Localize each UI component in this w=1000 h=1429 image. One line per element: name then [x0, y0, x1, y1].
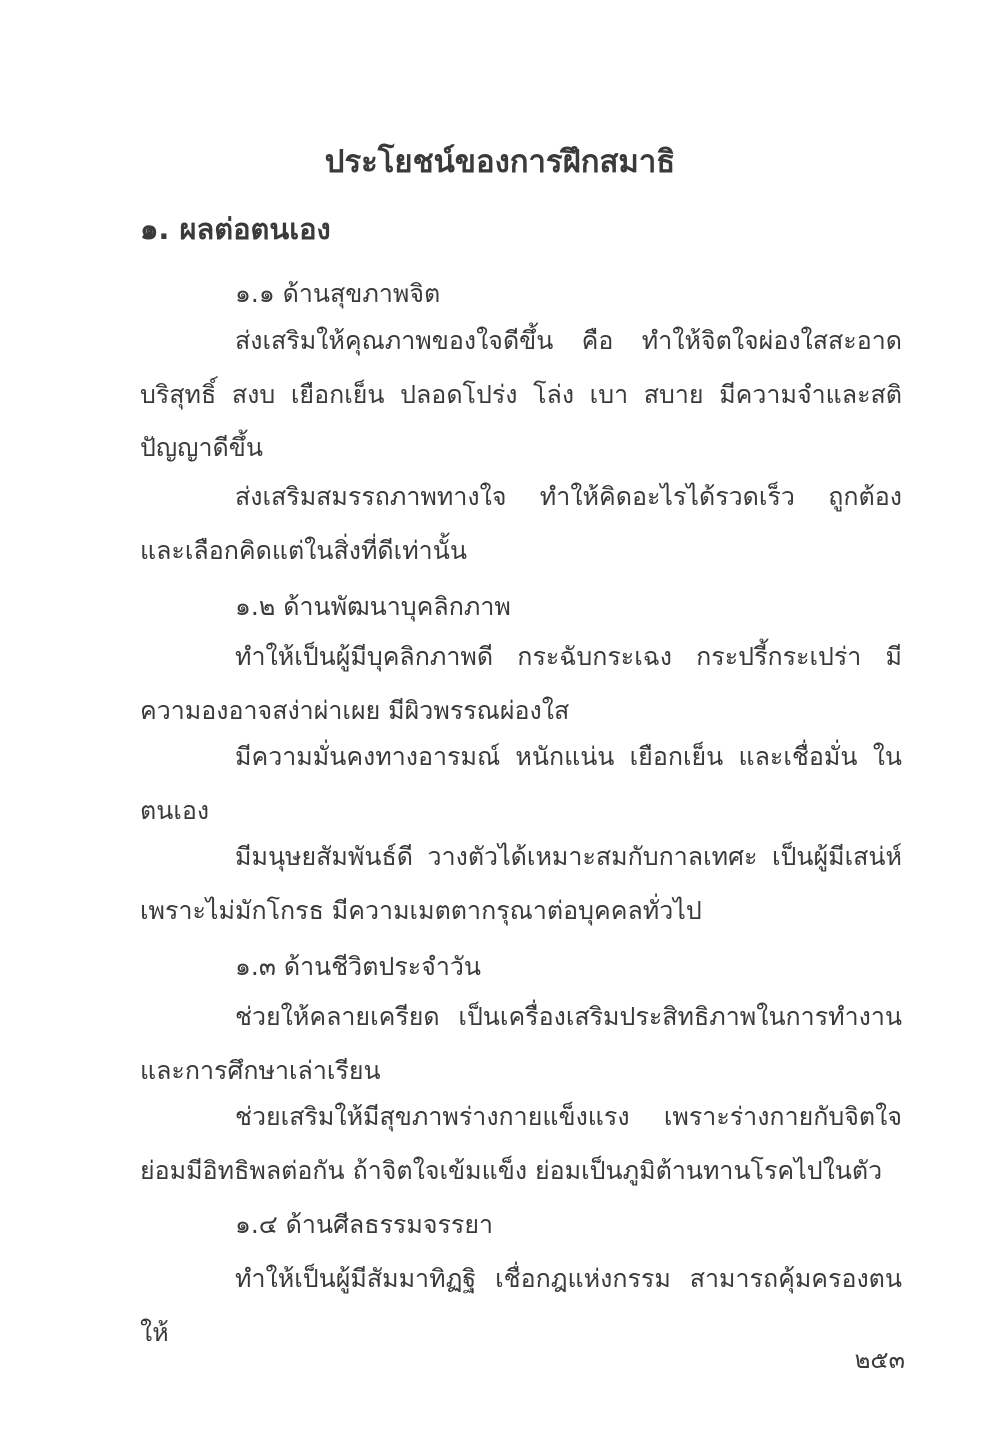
page-title: ประโยชน์ของการฝึกสมาธิ [324, 144, 676, 180]
page-number: ๒๕๓ [854, 1346, 905, 1374]
subsection-heading-mental-health: ๑.๑ ด้านสุขภาพจิต [235, 279, 441, 308]
paragraph: ส่งเสริมให้คุณภาพของใจดีขึ้น คือ ทำให้จิตใจผ่องใสสะอาด บริสุทธิ์ สงบ เยือกเย็น ปลอดโปร่ง โล่ง เบา สบาย มีความจำและสติปัญญาดีขึ้น [140, 326, 902, 462]
paragraph: ทำให้เป็นผู้มีสัมมาทิฏฐิ เชื่อกฎแห่งกรรม สามารถคุ้มครองตนให้ [140, 1264, 902, 1347]
paragraph: มีความมั่นคงทางอารมณ์ หนักแน่น เยือกเย็น และเชื่อมั่น ในตนเอง [140, 742, 902, 825]
paragraph: ทำให้เป็นผู้มีบุคลิกภาพดี กระฉับกระเฉง กระปรี้กระเปร่า มีความองอาจสง่าผ่าเผย มีผิวพรรณผ่องใส [140, 642, 902, 725]
paragraph: ช่วยให้คลายเครียด เป็นเครื่องเสริมประสิทธิภาพในการทำงาน และการศึกษาเล่าเรียน [140, 1002, 902, 1085]
paragraph: ช่วยเสริมให้มีสุขภาพร่างกายแข็งแรง เพราะร่างกายกับจิตใจ ย่อมมีอิทธิพลต่อกัน ถ้าจิตใจเข้มแข็ง ย่อมเป็นภูมิต้านทานโรคไปในตัว [140, 1102, 902, 1185]
paragraph: ส่งเสริมสมรรถภาพทางใจ ทำให้คิดอะไรได้รวดเร็ว ถูกต้อง และเลือกคิดแต่ในสิ่งที่ดีเท่านั้น [140, 482, 902, 565]
subsection-heading-personality: ๑.๒ ด้านพัฒนาบุคลิกภาพ [235, 592, 511, 621]
paragraph: มีมนุษยสัมพันธ์ดี วางตัวได้เหมาะสมกับกาลเทศะ เป็นผู้มีเสน่ห์ เพราะไม่มักโกรธ มีความเมตตากรุณาต่อบุคคลทั่วไป [140, 842, 902, 925]
section-heading: ๑. ผลต่อตนเอง [140, 212, 331, 246]
subsection-heading-daily-life: ๑.๓ ด้านชีวิตประจำวัน [235, 952, 481, 981]
subsection-heading-morality: ๑.๔ ด้านศีลธรรมจรรยา [235, 1210, 494, 1239]
